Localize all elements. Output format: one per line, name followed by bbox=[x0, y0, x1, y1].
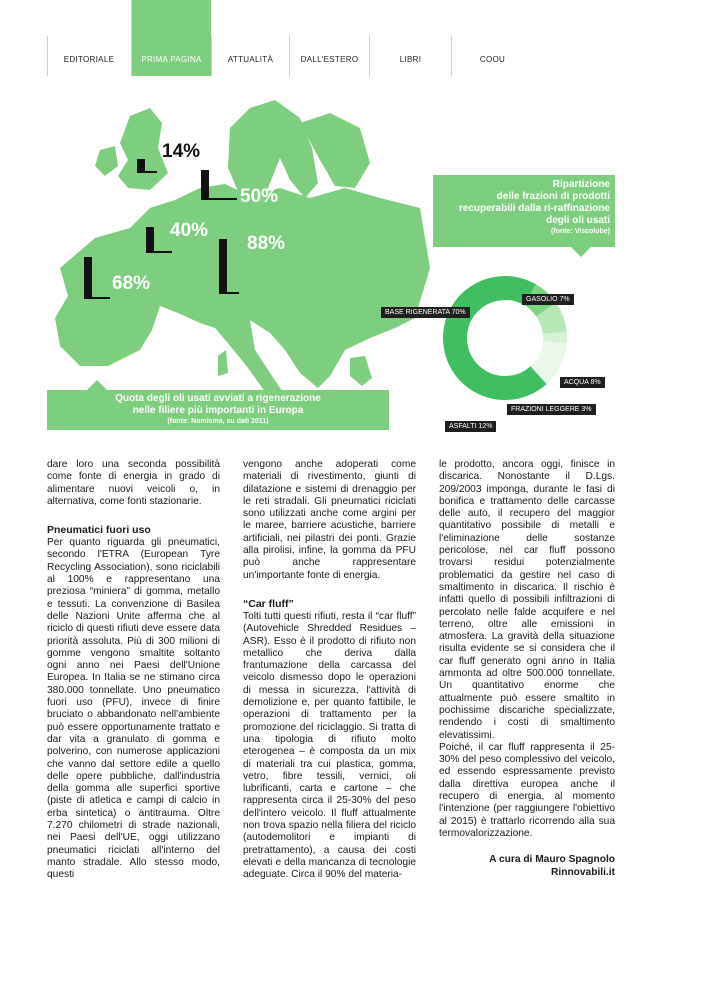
infobox-source: (fonte: Viscolube) bbox=[551, 228, 610, 235]
donut-label-frazioni-leggere: FRAZIONI LEGGERE 3% bbox=[507, 404, 596, 415]
donut-label-acqua: ACQUA 8% bbox=[560, 377, 605, 388]
nav-tab-dall-estero[interactable]: DALL'ESTERO bbox=[289, 36, 369, 76]
infobox-line2: delle frazioni di prodotti bbox=[496, 191, 610, 202]
top-navigation bbox=[47, 36, 617, 76]
donut-slice-asfalti bbox=[538, 342, 554, 375]
map-caption bbox=[47, 390, 389, 430]
paragraph: vengono anche adoperati come materiali di rivestimento, giunti di dilatazione e sistemi di drenaggio per le reti stradali. Gli pneumatici riciclati sono utilizzati anche come argini per le maree, barriere acustiche, barriere artificiali, nei pilastri dei ponti. Grazie alla pirolisi, infine, la gomma da PFU può anche rappresentare un'importante fonte di energia. bbox=[243, 459, 416, 581]
paragraph: Per quanto riguarda gli pneumatici, secondo l'ETRA (European Tyre Recycling Association), sono riciclabili al 100% e rappresentano una preziosa “miniera” di gomma, metallo e tessuti. La convenzione di Basilea delle Nazioni Unite afferma che al riciclo di questi rifiuti deve essere data priorità assoluta. Più di 300 milioni di gomme vengono smaltite soltanto ogni anno nei Paesi dell'Unione Europea. In Italia se ne stimano circa 380.000 tonnellate. Uno pneumatico fuori uso (PFU), invece di finire bruciato o abbandonato nell'ambiente può essere opportunamente trattato e dar vita a granulato di gomma e polverino, con numerose applicazioni che vanno dal settore edile a quello delle opere pubbliche, dall'industria della gomma alle superfici sportive (piste di atletica e campi di calcio in erba sintetica) o antitrauma. Oltre 7.270 chilometri di strade nazionali, nei Paesi dell'UE, oggi utilizzano pneumatici riciclati all'interno del manto stradale. Allo stesso modo, questi bbox=[47, 537, 220, 881]
nav-tab-editoriale[interactable]: EDITORIALE bbox=[47, 36, 130, 76]
paragraph: le prodotto, ancora oggi, finisce in discarica. Nonostante il D.Lgs. 209/2003 imponga, durante le fasi di bonifica e trattamento delle carcasse delle auto, il recupero del maggior quantitativo possibile di metalli e l'eliminazione delle sostanze pericolose, nel car fluff possono trovarsi residui potenzialmente problematici da gestire nel caso di smaltimento in discarica. Il rischio è infatti quello di possibili infiltrazioni di percolato nelle falde acquifere e nel terreno, oltre alle emissioni in atmosfera. La gravità della situazione risulta evidente se si considera che il car fluff generato ogni anno in Italia ammonta ad oltre 500.000 tonnellate. Un quantitativo enorme che attualmente può essere smaltito in pochissime discariche specializzate, rendendo i costi di smaltimento elevatissimi. bbox=[439, 459, 615, 741]
pct-label-france: 40% bbox=[170, 220, 209, 241]
donut-slice-acqua bbox=[546, 309, 555, 332]
donut-label-base-rigenerata: BASE RIGENERATA 70% bbox=[381, 307, 470, 318]
donut-label-gasolio: GASOLIO 7% bbox=[522, 294, 574, 305]
infobox-line3: recuperabili dalla ri-raffinazione bbox=[458, 203, 610, 214]
map-caption-line2: nelle filiere più importanti in Europa bbox=[132, 405, 304, 416]
donut-caption-box bbox=[433, 175, 615, 247]
source-name: Rinnovabili.it bbox=[551, 866, 615, 878]
article-column-2 bbox=[243, 459, 416, 882]
article-column-1 bbox=[47, 459, 220, 882]
nav-tab-libri[interactable]: LIBRI bbox=[369, 36, 451, 76]
map-caption-source: (fonte: Nomisma, su dati 2011) bbox=[167, 418, 269, 425]
pct-label-spain: 68% bbox=[112, 273, 151, 294]
nav-tab-prima-pagina[interactable]: PRIMA PAGINA bbox=[131, 0, 211, 76]
pct-label-uk: 14% bbox=[162, 141, 201, 162]
infobox-line4: degli oli usati bbox=[546, 215, 610, 226]
caption-pointer bbox=[87, 380, 107, 390]
paragraph: Poiché, il car fluff rappresenta il 25-30% del peso complessivo del veicolo, ed essendo espressamente previsto dalla direttiva europea anche il recupero di energia, al momento l'intenzione (per raggiungere l'obiettivo al 2015) è trattarlo ricorrendo alla sua termovalorizzazione. bbox=[439, 741, 615, 839]
heading-pneumatici: Pneumatici fuori uso bbox=[47, 524, 151, 537]
author-signature bbox=[439, 854, 615, 879]
paragraph: dare loro una seconda possibilità come fonte di energia in grado di alimentare nuovi veicoli o, in alternativa, come fonti stazionarie. bbox=[47, 459, 220, 507]
paragraph: Tolti tutti questi rifiuti, resta il “car fluff” (Autovehicle Shredded Residues – ASR). Esso è il prodotto di rifiuto non metallico che deriva dalla frantumazione della carcassa del veicolo dismesso dopo le operazioni di messa in sicurezza, l'attività di demolizione e, per quanto fattibile, le operazioni di trattamento per la promozione del riciclaggio. Si tratta di una tipologia di rifiuto molto eterogenea – è composta da un mix di materiali tra cui plastica, gomma, vetro, fibre tessili, vernici, oli lubrificanti, carta e cartone – che rappresenta circa il 25-30% del peso dell'intero veicolo. Il fluff attualmente non trova spazio nella filiera del riciclo (autodemolitori e impianti di pretrattamento), a causa dei costi elevati e della mancanza di tecnologie adeguate. Circa il 90% del materia- bbox=[243, 610, 416, 881]
europe-map-graphic bbox=[0, 88, 430, 428]
author-name: A cura di Mauro Spagnolo bbox=[489, 854, 615, 866]
article-column-3 bbox=[439, 459, 615, 879]
infobox-pointer bbox=[571, 247, 591, 257]
donut-chart bbox=[440, 268, 570, 408]
pct-label-germany: 50% bbox=[240, 186, 279, 207]
nav-tab-coou[interactable]: COOU bbox=[451, 36, 533, 76]
europe-map bbox=[0, 88, 430, 428]
map-caption-line1: Quota degli oli usati avviati a rigenerazione bbox=[115, 393, 321, 404]
heading-car-fluff: “Car fluff” bbox=[243, 597, 294, 610]
donut-label-asfalti: ASFALTI 12% bbox=[445, 421, 496, 432]
pct-label-italy: 88% bbox=[247, 233, 286, 254]
nav-tab-attualita[interactable]: ATTUALITÀ bbox=[211, 36, 289, 76]
infobox-line1: Ripartizione bbox=[552, 179, 610, 190]
